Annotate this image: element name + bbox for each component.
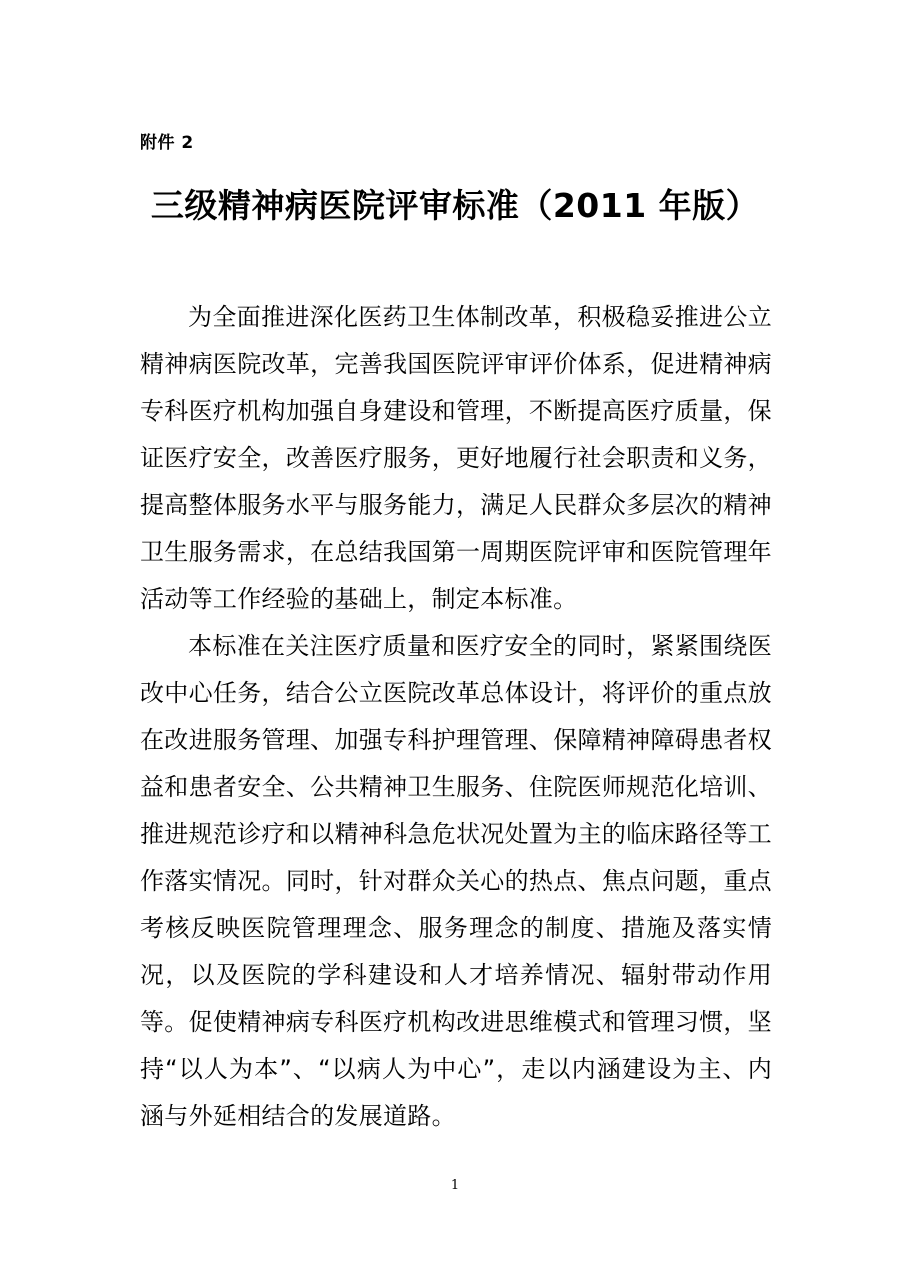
document-title: 三级精神病医院评审标准（2011 年版） bbox=[150, 186, 760, 225]
document-body bbox=[140, 294, 772, 1140]
attachment-label: 附件 2 bbox=[140, 133, 194, 153]
body-paragraph: 本标准在关注医疗质量和医疗安全的同时，紧紧围绕医改中心任务，结合公立医院改革总体设计，将评价的重点放在改进服务管理、加强专科护理管理、保障精神障碍患者权益和患者安全、公共精神卫生服务、住院医师规范化培训、推进规范诊疗和以精神科急危状况处置为主的临床路径等工作落实情况。同时，针对群众关心的热点、焦点问题，重点考核反映医院管理理念、服务理念的制度、措施及落实情况，以及医院的学科建设和人才培养情况、辐射带动作用等。促使精神病专科医疗机构改进思维模式和管理习惯，坚持“以人为本”、“以病人为中心”，走以内涵建设为主、内涵与外延相结合的发展道路。 bbox=[140, 632, 772, 1130]
page-number: 1 bbox=[450, 1178, 460, 1193]
body-paragraph: 为全面推进深化医药卫生体制改革，积极稳妥推进公立精神病医院改革，完善我国医院评审评价体系，促进精神病专科医疗机构加强自身建设和管理，不断提高医疗质量，保证医疗安全，改善医疗服务，更好地履行社会职责和义务，提高整体服务水平与服务能力，满足人民群众多层次的精神卫生服务需求，在总结我国第一周期医院评审和医院管理年活动等工作经验的基础上，制定本标准。 bbox=[140, 303, 772, 613]
